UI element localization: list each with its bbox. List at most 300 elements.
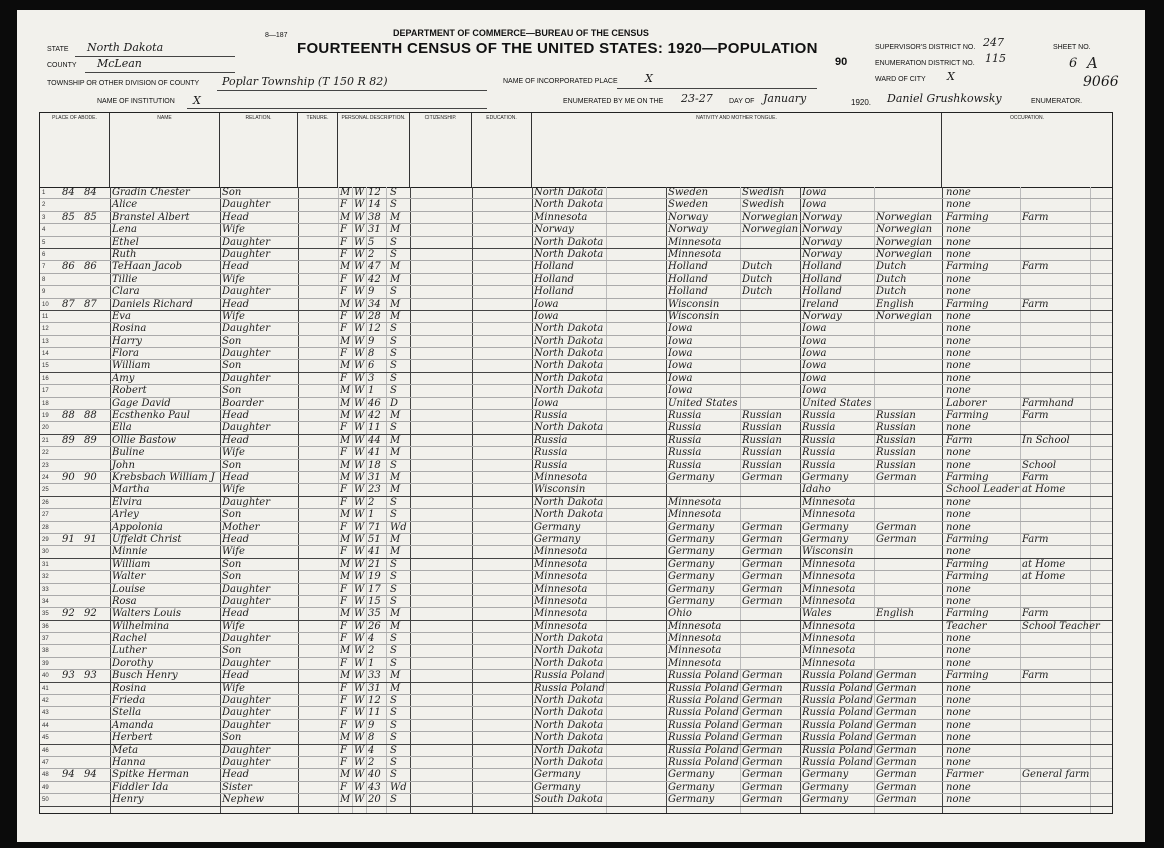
cell-age: 34 [368, 298, 381, 310]
cell-dw [62, 286, 82, 298]
table-row [40, 422, 1112, 434]
cell-fam [84, 385, 108, 397]
cell-fbirth: Ohio [668, 608, 692, 620]
cell-race: W [354, 310, 365, 322]
cell-occ: none [946, 496, 971, 508]
cell-age: 41 [368, 546, 381, 558]
cell-fbirth: Russia Poland [668, 744, 739, 756]
cell-ftongue: Russian [742, 410, 782, 422]
cell-race: W [354, 583, 365, 595]
cell-dw [62, 497, 82, 509]
cell-fam [84, 336, 108, 348]
cell-name: Daniels Richard [112, 298, 193, 310]
cell-birth: North Dakota [534, 248, 604, 260]
cell-fam: 85 [84, 211, 97, 223]
cell-mtongue [876, 323, 942, 335]
cell-occ: none [946, 187, 971, 198]
cell-dw [62, 522, 82, 534]
cell-mtongue [876, 187, 942, 199]
cell-sex: M [340, 794, 351, 806]
cell-race: W [354, 744, 365, 756]
cell-rel: Daughter [222, 248, 270, 260]
cell-name: Ollie Bastow [112, 434, 176, 446]
cell-name: Tillie [112, 273, 138, 285]
table-row [40, 670, 1112, 682]
cell-name: Ella [112, 422, 132, 434]
supervisor-label: SUPERVISOR'S DISTRICT NO. [875, 44, 976, 51]
cell-rel: Wife [222, 273, 245, 285]
cell-race: W [354, 620, 365, 632]
cell-ind [1022, 546, 1090, 558]
cell-age: 11 [368, 422, 381, 434]
cell-dw: 90 [62, 471, 75, 483]
cell-birth: North Dakota [534, 645, 604, 657]
cell-fbirth: Russia Poland [668, 682, 739, 694]
cell-age: 11 [368, 707, 381, 719]
cell-name: Spitke Herman [112, 769, 189, 781]
cell-n: 25 [42, 487, 49, 494]
table-row [40, 261, 1112, 273]
cell-birth: Minnesota [534, 211, 588, 223]
cell-ms: D [390, 397, 399, 409]
cell-birth: Minnesota [534, 571, 588, 583]
cell-race: W [354, 273, 365, 285]
cell-ms: S [390, 744, 397, 756]
cell-sex: F [340, 199, 347, 211]
cell-ind [1022, 249, 1090, 261]
cell-age: 14 [368, 199, 381, 211]
cell-age: 38 [368, 211, 381, 223]
cell-occ: none [946, 695, 971, 707]
cell-mbirth: Norway [802, 236, 842, 248]
cell-race: W [354, 521, 365, 533]
table-row [40, 336, 1112, 348]
cell-ftongue: German [742, 558, 783, 570]
cell-occ: Farming [946, 298, 989, 310]
cell-birth: North Dakota [534, 496, 604, 508]
cell-mtongue [876, 360, 942, 372]
cell-rel: Sister [222, 781, 252, 793]
cell-name: Uffeldt Christ [112, 533, 182, 545]
cell-n: 23 [42, 462, 49, 469]
cell-birth: Russia [534, 459, 568, 471]
cell-mtongue: Norwegian [876, 211, 933, 223]
cell-dw [62, 323, 82, 335]
cell-age: 15 [368, 595, 381, 607]
cell-name: Walters Louis [112, 608, 182, 620]
cell-ftongue: German [742, 781, 783, 793]
county-value: McLean [97, 57, 142, 70]
incorporated-label: NAME OF INCORPORATED PLACE [503, 78, 618, 85]
cell-ind: Farmhand [1022, 397, 1074, 409]
cell-ind [1022, 683, 1090, 695]
cell-ms: S [390, 769, 397, 781]
cell-name: Meta [112, 744, 139, 756]
cell-sex: M [340, 211, 351, 223]
cell-ind: School Teacher [1022, 620, 1100, 632]
cell-occ: none [946, 422, 971, 434]
cell-mtongue: Dutch [876, 286, 907, 298]
cell-ftongue: German [742, 546, 783, 558]
cell-age: 40 [368, 769, 381, 781]
cell-name: Appolonia [112, 521, 163, 533]
cell-dw [62, 695, 82, 707]
cell-ms: M [390, 261, 401, 273]
township-line [217, 90, 487, 91]
cell-ms: M [390, 546, 401, 558]
cell-ms: S [390, 348, 397, 360]
cell-rel: Son [222, 732, 242, 744]
cell-name: Stella [112, 707, 142, 719]
cell-mtongue [876, 559, 942, 571]
cell-rel: Mother [222, 521, 260, 533]
cell-race: W [354, 459, 365, 471]
cell-age: 42 [368, 273, 381, 285]
cell-mtongue [876, 336, 942, 348]
table-row [40, 410, 1112, 422]
cell-fam [84, 707, 108, 719]
cell-mtongue: German [876, 781, 917, 793]
cell-dw [62, 546, 82, 558]
cell-ms: Wd [390, 781, 407, 793]
cell-rel: Head [222, 471, 250, 483]
cell-occ: none [946, 794, 971, 806]
cell-rel: Head [222, 670, 250, 682]
cell-ind [1022, 695, 1090, 707]
cell-sex: M [340, 187, 351, 198]
cell-mtongue: Russian [876, 459, 916, 471]
cell-ms: M [390, 434, 401, 446]
table-row [40, 360, 1112, 372]
cell-ind [1022, 187, 1090, 199]
cell-fam [84, 460, 108, 472]
cell-race: W [354, 707, 365, 719]
cell-fbirth: United States [668, 397, 738, 409]
cell-rel: Daughter [222, 707, 270, 719]
enumerated-label: ENUMERATED BY ME ON THE [563, 98, 664, 105]
cell-ftongue: Norwegian [742, 211, 799, 223]
cell-mbirth: Holland [802, 286, 842, 298]
cell-rel: Son [222, 645, 242, 657]
cell-fam: 89 [84, 434, 97, 446]
cell-ind [1022, 782, 1090, 794]
cell-sex: M [340, 509, 351, 521]
cell-dw [62, 484, 82, 496]
cell-fbirth: Russia Poland [668, 670, 739, 682]
cell-sex: F [340, 484, 347, 496]
cell-n: 20 [42, 425, 49, 432]
cell-ind [1022, 373, 1090, 385]
col-place-of-abode: PLACE OF ABODE. [40, 113, 110, 187]
table-row [40, 584, 1112, 596]
incorporated-value: X [645, 72, 653, 85]
cell-ind [1022, 224, 1090, 236]
cell-mbirth: Russia Poland [802, 744, 873, 756]
cell-fbirth: Minnesota [668, 645, 722, 657]
enumeration-no: 115 [985, 52, 1006, 65]
cell-ind: Farm [1022, 298, 1049, 310]
cell-sex: F [340, 583, 347, 595]
table-row [40, 559, 1112, 571]
cell-mbirth: Norway [802, 224, 842, 236]
cell-rel: Son [222, 385, 242, 397]
cell-occ: none [946, 459, 971, 471]
cell-race: W [354, 348, 365, 360]
table-row [40, 757, 1112, 769]
cell-ms: S [390, 509, 397, 521]
cell-dw [62, 757, 82, 769]
cell-name: Henry [112, 794, 144, 806]
cell-mtongue [876, 596, 942, 608]
institution-value: X [193, 94, 201, 107]
cell-name: Buline [112, 447, 145, 459]
cell-n: 39 [42, 660, 49, 667]
cell-sex: M [340, 261, 351, 273]
county-label: COUNTY [47, 62, 77, 69]
cell-occ: Farm [946, 434, 973, 446]
cell-mbirth: Wales [802, 608, 832, 620]
cell-rel: Wife [222, 484, 245, 496]
cell-sex: M [340, 571, 351, 583]
cell-ftongue: Norwegian [742, 224, 799, 236]
cell-rel: Daughter [222, 719, 270, 731]
cell-birth: Russia [534, 434, 568, 446]
cell-dw [62, 683, 82, 695]
cell-name: Walter [112, 571, 146, 583]
cell-name: Arley [112, 509, 139, 521]
cell-age: 43 [368, 781, 381, 793]
cell-ind [1022, 732, 1090, 744]
table-row [40, 274, 1112, 286]
cell-occ: none [946, 645, 971, 657]
sheet-letter: A [1087, 54, 1098, 72]
cell-age: 1 [368, 657, 375, 669]
cell-ftongue: German [742, 583, 783, 595]
cell-mtongue [876, 385, 942, 397]
cell-mbirth: Germany [802, 769, 849, 781]
cell-fam: 91 [84, 533, 97, 545]
cell-sex: F [340, 657, 347, 669]
cell-ind [1022, 794, 1090, 806]
cell-fbirth: Minnesota [668, 236, 722, 248]
enumeration-label: ENUMERATION DISTRICT NO. [875, 60, 975, 67]
cell-rel: Head [222, 608, 250, 620]
table-row [40, 769, 1112, 781]
cell-mbirth: Russia Poland [802, 719, 873, 731]
cell-race: W [354, 732, 365, 744]
cell-rel: Head [222, 261, 250, 273]
cell-ind [1022, 645, 1090, 657]
col-personal: PERSONAL DESCRIPTION. [338, 113, 410, 187]
table-row [40, 732, 1112, 744]
cell-mtongue: Russian [876, 434, 916, 446]
cell-mbirth: Russia [802, 459, 836, 471]
cell-dw [62, 782, 82, 794]
cell-fam [84, 621, 108, 633]
cell-birth: North Dakota [534, 323, 604, 335]
cell-mbirth: Iowa [802, 360, 827, 372]
cell-mtongue: Norwegian [876, 236, 933, 248]
table-row [40, 286, 1112, 298]
cell-n: 43 [42, 710, 49, 717]
cell-ftongue: Russian [742, 447, 782, 459]
cell-age: 2 [368, 756, 375, 768]
cell-age: 20 [368, 794, 381, 806]
cell-ind [1022, 658, 1090, 670]
cell-fam: 90 [84, 471, 97, 483]
cell-birth: Norway [534, 224, 574, 236]
cell-name: Wilhelmina [112, 620, 170, 632]
cell-fbirth: Russia Poland [668, 695, 739, 707]
table-row [40, 348, 1112, 360]
cell-birth: Russia Poland [534, 670, 605, 682]
cell-ftongue [742, 323, 800, 335]
cell-mtongue [876, 658, 942, 670]
cell-race: W [354, 187, 365, 198]
cell-birth: North Dakota [534, 236, 604, 248]
cell-ind: Farm [1022, 261, 1049, 273]
cell-ms: S [390, 372, 397, 384]
cell-name: Amanda [112, 719, 154, 731]
cell-mbirth: Iowa [802, 187, 827, 198]
cell-ind [1022, 633, 1090, 645]
cell-fam: 88 [84, 410, 97, 422]
cell-age: 6 [368, 360, 375, 372]
cell-name: Ruth [112, 248, 137, 260]
cell-occ: none [946, 583, 971, 595]
cell-ms: S [390, 756, 397, 768]
cell-n: 12 [42, 326, 49, 333]
cell-rel: Daughter [222, 372, 270, 384]
cell-rel: Daughter [222, 583, 270, 595]
cell-ftongue: Dutch [742, 286, 773, 298]
cell-race: W [354, 298, 365, 310]
cell-fbirth: Germany [668, 471, 715, 483]
cell-rel: Daughter [222, 657, 270, 669]
table-row [40, 794, 1112, 806]
cell-occ: none [946, 447, 971, 459]
cell-sex: F [340, 620, 347, 632]
cell-ms: M [390, 533, 401, 545]
table-row [40, 187, 1112, 199]
cell-fbirth: Iowa [668, 360, 693, 372]
cell-ftongue [742, 311, 800, 323]
table-row [40, 249, 1112, 261]
cell-fam [84, 720, 108, 732]
cell-rel: Nephew [222, 794, 264, 806]
cell-fbirth: Sweden [668, 187, 709, 198]
census-rows [40, 187, 1112, 807]
cell-mbirth: Ireland [802, 298, 839, 310]
cell-dw [62, 385, 82, 397]
cell-birth: North Dakota [534, 633, 604, 645]
cell-ftongue [742, 633, 800, 645]
cell-mbirth: Russia [802, 410, 836, 422]
cell-mbirth: Russia Poland [802, 756, 873, 768]
cell-occ: none [946, 633, 971, 645]
cell-fam [84, 224, 108, 236]
cell-birth: South Dakota [534, 794, 603, 806]
table-row [40, 571, 1112, 583]
cell-race: W [354, 410, 365, 422]
cell-ftongue: German [742, 769, 783, 781]
cell-n: 49 [42, 784, 49, 791]
cell-rel: Wife [222, 447, 245, 459]
cell-ms: S [390, 558, 397, 570]
cell-mbirth: Norway [802, 248, 842, 260]
cell-mtongue [876, 484, 942, 496]
cell-mtongue: German [876, 744, 917, 756]
cell-ms: M [390, 670, 401, 682]
cell-rel: Daughter [222, 744, 270, 756]
cell-fam [84, 323, 108, 335]
cell-ms: S [390, 385, 397, 397]
cell-occ: none [946, 595, 971, 607]
cell-ms: S [390, 571, 397, 583]
cell-occ: none [946, 335, 971, 347]
cell-ind [1022, 522, 1090, 534]
cell-race: W [354, 509, 365, 521]
state-value: North Dakota [87, 41, 164, 54]
cell-name: Rosina [112, 682, 147, 694]
cell-mtongue: German [876, 682, 917, 694]
cell-rel: Wife [222, 310, 245, 322]
cell-ind [1022, 336, 1090, 348]
cell-ms: S [390, 583, 397, 595]
cell-n: 33 [42, 586, 49, 593]
archive-stamp: 9066 [1083, 74, 1119, 90]
cell-occ: Farming [946, 471, 989, 483]
cell-race: W [354, 756, 365, 768]
cell-age: 5 [368, 236, 375, 248]
cell-mbirth: Russia Poland [802, 695, 873, 707]
ward-value: X [947, 70, 955, 83]
cell-race: W [354, 608, 365, 620]
census-title: FOURTEENTH CENSUS OF THE UNITED STATES: 1920—POPULATION [297, 40, 818, 57]
cell-birth: North Dakota [534, 372, 604, 384]
table-row [40, 683, 1112, 695]
cell-n: 38 [42, 648, 49, 655]
cell-rel: Daughter [222, 323, 270, 335]
cell-name: Clara [112, 286, 140, 298]
table-row [40, 237, 1112, 249]
cell-fbirth: Minnesota [668, 509, 722, 521]
cell-mbirth: Holland [802, 273, 842, 285]
cell-dw [62, 658, 82, 670]
cell-n: 28 [42, 524, 49, 531]
cell-n: 32 [42, 574, 49, 581]
cell-ind [1022, 237, 1090, 249]
cell-fam [84, 584, 108, 596]
cell-ms: S [390, 360, 397, 372]
cell-fbirth: Minnesota [668, 248, 722, 260]
cell-ind [1022, 497, 1090, 509]
cell-mbirth: Germany [802, 521, 849, 533]
cell-n: 35 [42, 611, 49, 618]
cell-mtongue [876, 509, 942, 521]
table-row [40, 707, 1112, 719]
cell-fam [84, 199, 108, 211]
cell-ind [1022, 596, 1090, 608]
cell-fam [84, 422, 108, 434]
cell-fam [84, 373, 108, 385]
cell-fbirth: Germany [668, 571, 715, 583]
cell-fbirth: Sweden [668, 199, 709, 211]
cell-fbirth: Germany [668, 533, 715, 545]
cell-n: 46 [42, 747, 49, 754]
cell-fam [84, 745, 108, 757]
cell-sex: F [340, 633, 347, 645]
